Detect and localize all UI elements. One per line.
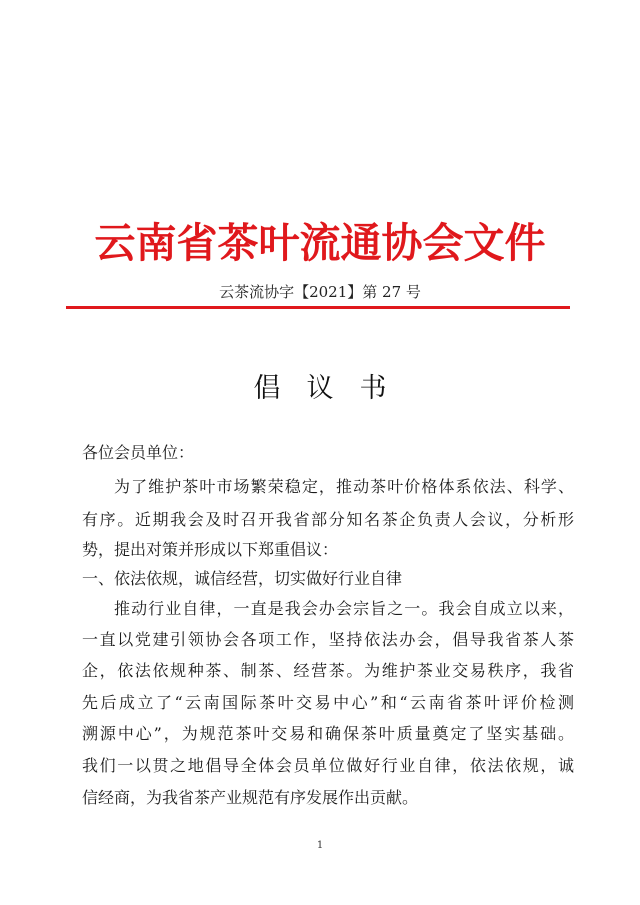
section1-line-5: 溯源中心”，为规范茶叶交易和确保茶叶质量奠定了坚实基础。 [82, 724, 574, 743]
section-heading-1: 一、依法依规，诚信经营，切实做好行业自律 [82, 569, 403, 588]
intro-line-1: 为了维护茶叶市场繁荣稳定，推动茶叶价格体系依法、科学、 [114, 477, 574, 496]
intro-line-2: 有序。近期我会及时召开我省部分知名茶企负责人会议，分析形 [82, 510, 574, 529]
section1-line-4: 先后成立了“云南国际茶叶交易中心”和“云南省茶叶评价检测 [82, 693, 574, 712]
page-number: 1 [316, 840, 324, 851]
salutation: 各位会员单位： [82, 443, 195, 462]
section1-line-6: 我们一以贯之地倡导全体会员单位做好行业自律，依法依规，诚 [82, 756, 574, 775]
section1-line-7: 信经商，为我省茶产业规范有序发展作出贡献。 [82, 788, 419, 807]
organization-header: 云南省茶叶流通协会文件 [94, 219, 546, 267]
section1-line-2: 一直以党建引领协会各项工作，坚持依法办会，倡导我省茶人茶 [82, 630, 574, 649]
section1-line-3: 企，依法依规种茶、制茶、经营茶。为维护茶业交易秩序，我省 [82, 661, 574, 680]
document-number: 云茶流协字【2021】第 27 号 [219, 283, 421, 301]
document-title: 倡议书 [253, 373, 413, 404]
intro-line-3: 势，提出对策并形成以下郑重倡议： [82, 540, 339, 559]
section1-line-1: 推动行业自律，一直是我会办会宗旨之一。我会自成立以来， [114, 599, 574, 618]
red-divider-line [66, 306, 570, 309]
